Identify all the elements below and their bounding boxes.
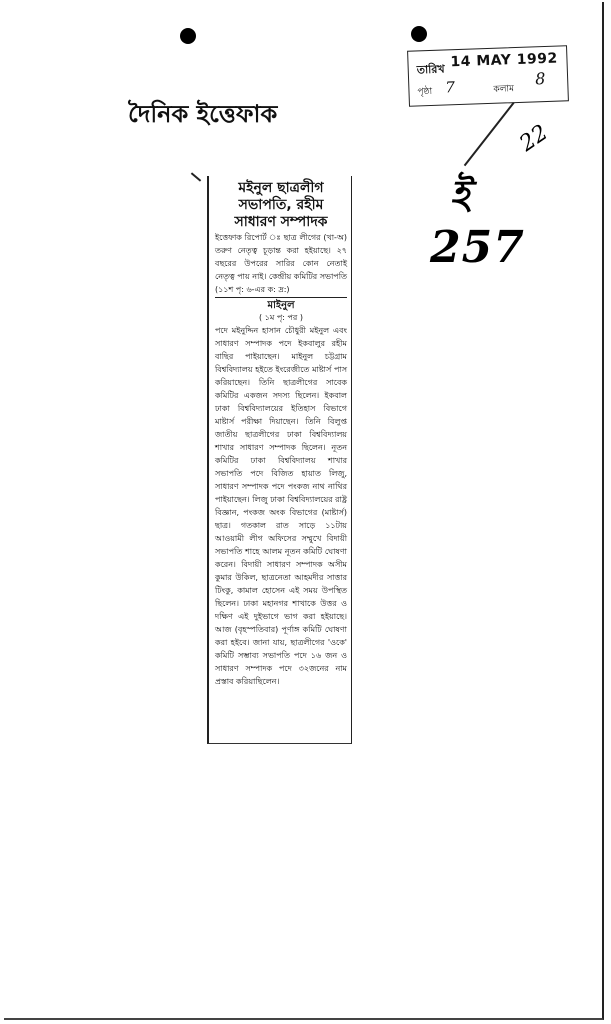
newspaper-masthead: দৈনিক ইত্তেফাক: [128, 100, 278, 128]
divider: [215, 297, 347, 298]
date-stamp: [407, 45, 569, 107]
stamp-column-value: 8: [534, 69, 546, 89]
article-headline: [215, 180, 347, 231]
handwritten-note-top: 22: [515, 120, 553, 157]
stamp-page-label: পৃষ্ঠা: [417, 86, 433, 98]
stamp-column-label: কলাম: [493, 84, 515, 95]
article-intro: ইত্তেফাক রিপোর্ট ঃ ছাত্র লীগের (খা-অ) তরুণ নেতৃত্ব চূড়ান্ত করা হইয়াছে। ২৭ বছরের উপরের সারির কোন নেতাই নেতৃত্ব পায় নাই। কেন্দ্রীয় কমিটির সভাপতি (১১শ পৃ: ৬-এর ক: দ্র:): [215, 233, 347, 294]
headline-line: সভাপতি, রহীম: [238, 197, 324, 213]
stamp-date-label: তারিখ: [416, 62, 445, 77]
punch-hole-right: [411, 26, 427, 42]
handwritten-number: 257: [430, 222, 525, 273]
stamp-page-value: 7: [445, 78, 456, 97]
punch-hole-left: [180, 28, 196, 44]
headline-line: মইনুল ছাত্রলীগ: [238, 180, 324, 196]
continued-subtitle: ( ১ম পৃ: পর ): [258, 313, 303, 322]
stamp-date: 14 MAY 1992: [450, 50, 558, 71]
continued-title: মাইনুল: [267, 300, 295, 311]
article-body: পদে মইনুদ্দিন হাসান চৌধুরী মইনুল এবং সাধারণ সম্পাদক পদে ইকবালুর রহীম বাছির পাইয়াছেন। মাইনুল চট্টগ্রাম বিশ্ববিদ্যালয় হইতে ইংরেজীতে মাষ্টার্স পাস করিয়াছেন। তিনি ছাত্রলীগের সাবেক কমিটির একজন সদস্য ছিলেন। ইকবাল ঢাকা বিশ্ববিদ্যালয়ের ইতিহাস বিভাগে মাষ্টার্স পরীক্ষা দিয়াছেন। তিনি বিলুপ্ত জাতীয় ছাত্রলীগের ঢাকা বিশ্ববিদ্যালয় শাখার সাধারণ সম্পাদক ছিলেন। নূতন কমিটির ঢাকা বিশ্ববিদ্যালয় শাখার সভাপতি পদে বিজিত হায়াত লিজু, সাধারণ সম্পাদক পদে পংকজ নাথ নাথির পাইয়াছেন। লিজু ঢাকা বিশ্ববিদ্যালয়ের রাষ্ট্র বিজ্ঞান, পংকজ অংক বিভাগের (মাষ্টার্স) ছাত্র। গতকাল রাত সাড়ে ১১টায় আওয়ামী লীগ অফিসের সম্মুখে বিদায়ী সভাপতি শাহে আলম নূতন কমিটি ঘোষণা করেন। বিদায়ী সাধারণ সম্পাদক অসীম কুমার উকিল, ছাত্রনেতা আহমদীর সাত্তার টিংকু, কামাল হোসেন এই সময় উপস্থিত ছিলেন। ঢাকা মহানগর শাখাকে উত্তর ও দক্ষিণ এই দুইভাগে ভাগ করা হইয়াছে। আজ (বৃহস্পতিবার) পূর্ণাঙ্গ কমিটি ঘোষণা করা হইবে। জানা যায়, ছাত্রলীগের 'ওকে' কমিটি সম্ভাব্য সভাপতি পদে ১৬ জন ও সাধারণ সম্পাদক পদে ৩২জনের নাম প্রস্তাব করিয়াছিলেন।: [215, 326, 347, 686]
newspaper-clipping: [207, 176, 352, 744]
headline-line: সাধারণ সম্পাদক: [234, 214, 328, 230]
handwritten-letter: ই: [450, 171, 470, 216]
